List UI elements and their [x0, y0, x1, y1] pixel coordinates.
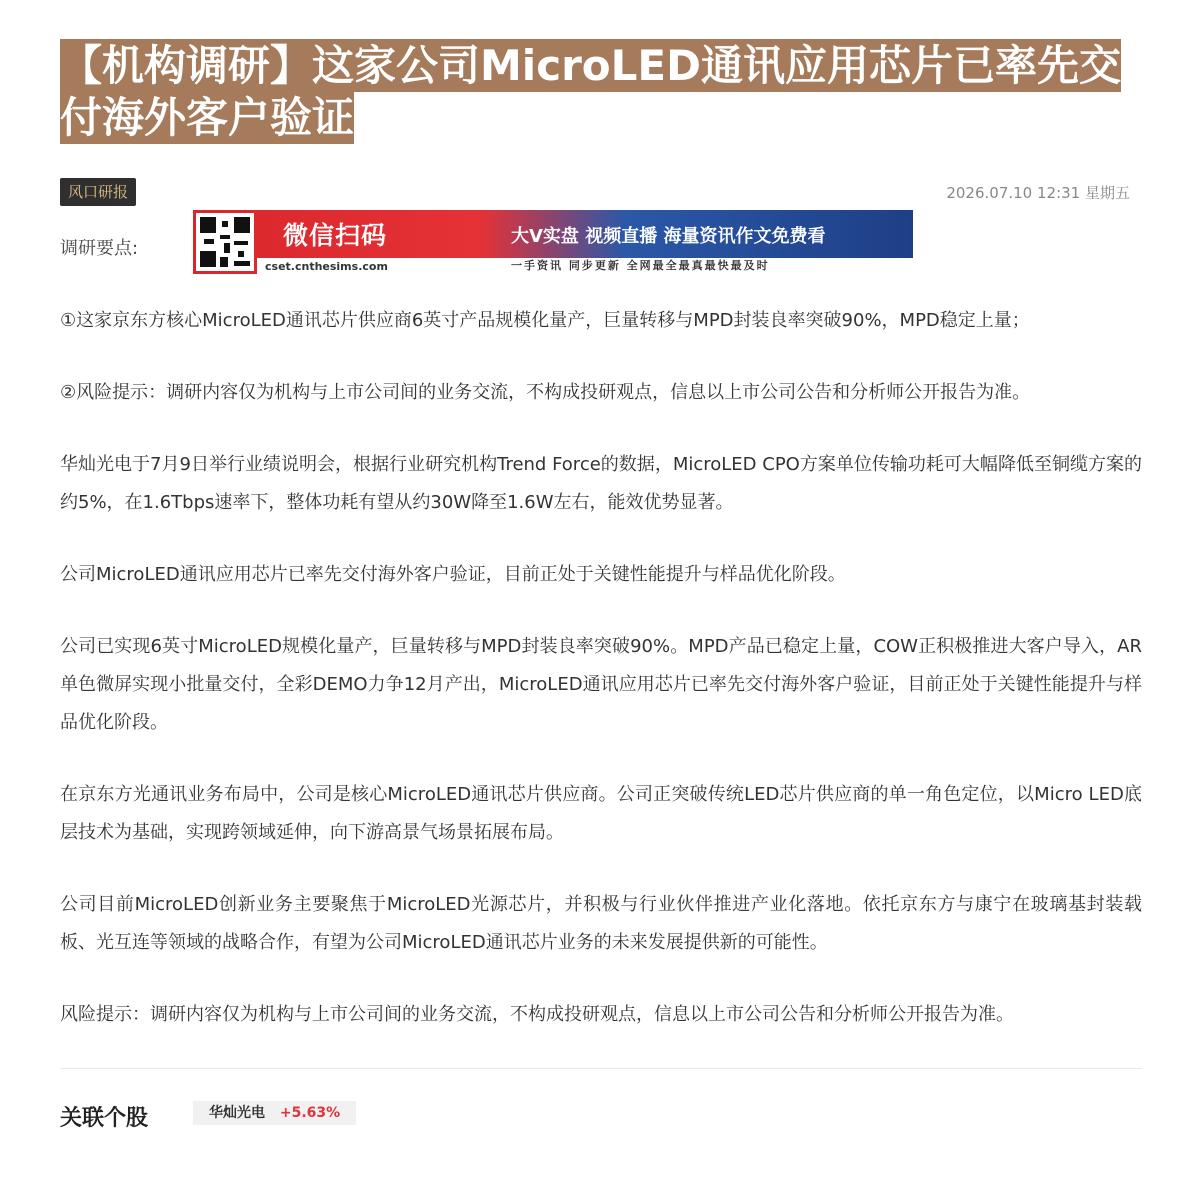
qr-code-icon [196, 213, 254, 271]
paragraph-4: 公司MicroLED通讯应用芯片已率先交付海外客户验证，目前正处于关键性能提升与样品优化阶段。 [60, 564, 846, 585]
stock-change: +5.63% [279, 1105, 341, 1121]
article-title [60, 40, 1142, 144]
paragraph-1: ①这家京东方核心MicroLED通讯芯片供应商6英寸产品规模化量产，巨量转移与MPD封装良率突破90%，MPD稳定上量； [60, 310, 1030, 331]
banner-scan-text: 微信扫码 [283, 221, 388, 250]
section-divider [60, 1068, 1142, 1069]
key-points-row [60, 210, 1142, 276]
article-body [60, 302, 1142, 1034]
stock-chip[interactable] [193, 1101, 356, 1125]
banner-promo-text: 大V实盘 视频直播 海量资讯作文免费看 [511, 226, 826, 247]
paragraph-2: ②风险提示：调研内容仅为机构与上市公司间的业务交流，不构成投研观点，信息以上市公司公告和分析师公开报告为准。 [60, 382, 1031, 403]
related-stocks [60, 1099, 1142, 1139]
paragraph-3: 华灿光电于7月9日举行业绩说明会，根据行业研究机构Trend Force的数据，MicroLED CPO方案单位传输功耗可大幅降低至铜缆方案的约5%，在1.6Tbps速率下，整体功耗有望从约30W降至1.6W左右，能效优势显著。 [60, 454, 1142, 513]
paragraph-6: 在京东方光通讯业务布局中，公司是核心MicroLED通讯芯片供应商。公司正突破传统LED芯片供应商的单一角色定位，以Micro LED底层技术为基础，实现跨领域延伸，向下游高景气场景拓展布局。 [60, 784, 1142, 843]
stock-name: 华灿光电 [209, 1105, 265, 1121]
article-page [60, 40, 1142, 1139]
banner-slogan-text: 一手资讯 同步更新 全网最全最真最快最及时 [511, 259, 770, 272]
column-tag[interactable]: 风口研报 [60, 178, 136, 206]
key-points-label: 调研要点: [60, 238, 139, 259]
paragraph-5: 公司已实现6英寸MicroLED规模化量产，巨量转移与MPD封装良率突破90%。MPD产品已稳定上量，COW正积极推进大客户导入，AR单色微屏实现小批量交付，全彩DEMO力争12月产出，MicroLED通讯应用芯片已率先交付海外客户验证，目前正处于关键性能提升与样品优化阶段。 [60, 636, 1142, 733]
article-meta [60, 178, 1142, 210]
banner-site-text: cset.cnthesims.com [265, 260, 388, 273]
wechat-scan-banner[interactable] [193, 210, 913, 274]
article-title-text: 【机构调研】这家公司MicroLED通讯应用芯片已率先交付海外客户验证 [60, 41, 1121, 142]
paragraph-7: 公司目前MicroLED创新业务主要聚焦于MicroLED光源芯片，并积极与行业伙伴推进产业化落地。依托京东方与康宁在玻璃基封装载板、光互连等领域的战略合作，有望为公司MicroLED通讯芯片业务的未来发展提供新的可能性。 [60, 894, 1142, 953]
paragraph-8: 风险提示：调研内容仅为机构与上市公司间的业务交流，不构成投研观点，信息以上市公司公告和分析师公开报告为准。 [60, 1004, 1014, 1025]
publish-datetime: 2026.07.10 12:31 星期五 [946, 184, 1130, 202]
related-stocks-title: 关联个股 [60, 1106, 149, 1131]
